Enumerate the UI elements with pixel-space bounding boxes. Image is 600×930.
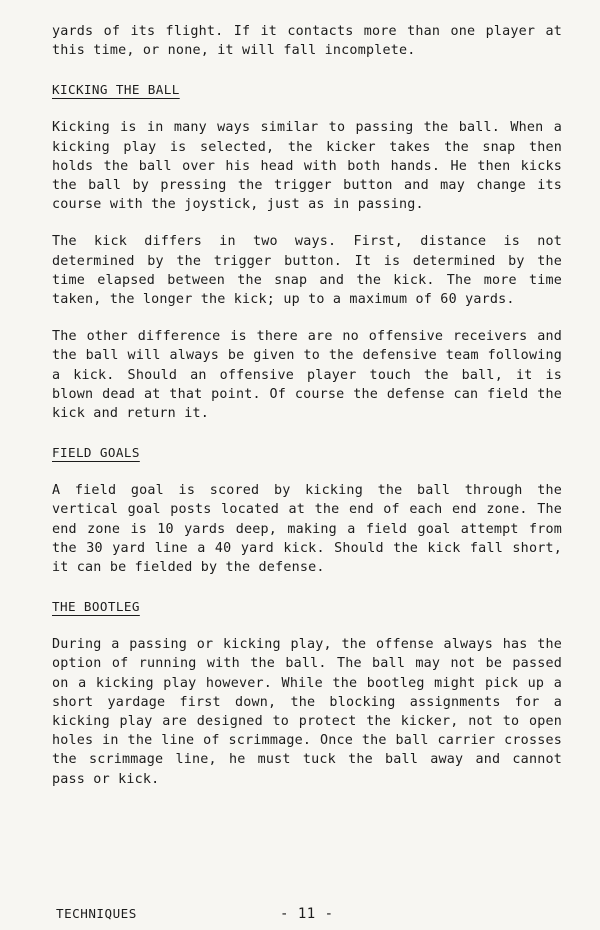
manual-page (52, 22, 562, 789)
page-number: - 11 - (280, 906, 334, 922)
bootleg-paragraph: During a passing or kicking play, the offense always has the option of running with the ball. The ball may not be passed on a kicking play however. While the bootleg might pick up a short yardage first down, the blocking assignments for a kicking play are designed to protect the kicker, not to open holes in the line of scrimmage. Once the ball carrier crosses the scrimmage line, he must tuck the ball away and cannot pass or kick. (52, 637, 562, 787)
footer-section-name: TECHNIQUES (56, 906, 137, 921)
heading-kicking-the-ball: KICKING THE BALL (52, 82, 180, 98)
field-goals-paragraph: A field goal is scored by kicking the ball through the vertical goal posts located at the end of each end zone. The end zone is 10 yards deep, making a field goal attempt from the 30 yard line a 40 yard kick. Should the kick fall short, it can be fielded by the defense. (52, 483, 562, 576)
kicking-paragraph-2: The kick differs in two ways. First, distance is not determined by the trigger button. It is determined by the time elapsed between the snap and the kick. The more time taken, the longer the kick; up to a maximum of 60 yards. (52, 234, 562, 308)
kicking-paragraph-1: Kicking is in many ways similar to passing the ball. When a kicking play is selected, the kicker takes the snap then holds the ball over his head with both hands. He then kicks the ball by pressing the trigger button and may change its course with the joystick, just as in passing. (52, 120, 562, 213)
intro-paragraph: yards of its flight. If it contacts more than one player at this time, or none, it will fall incomplete. (52, 24, 562, 59)
kicking-paragraph-3: The other difference is there are no offensive receivers and the ball will always be given to the defensive team following a kick. Should an offensive player touch the ball, it is blown dead at that point. Of course the defense can field the kick and return it. (52, 329, 562, 422)
heading-the-bootleg: THE BOOTLEG (52, 599, 140, 615)
heading-field-goals: FIELD GOALS (52, 445, 140, 461)
